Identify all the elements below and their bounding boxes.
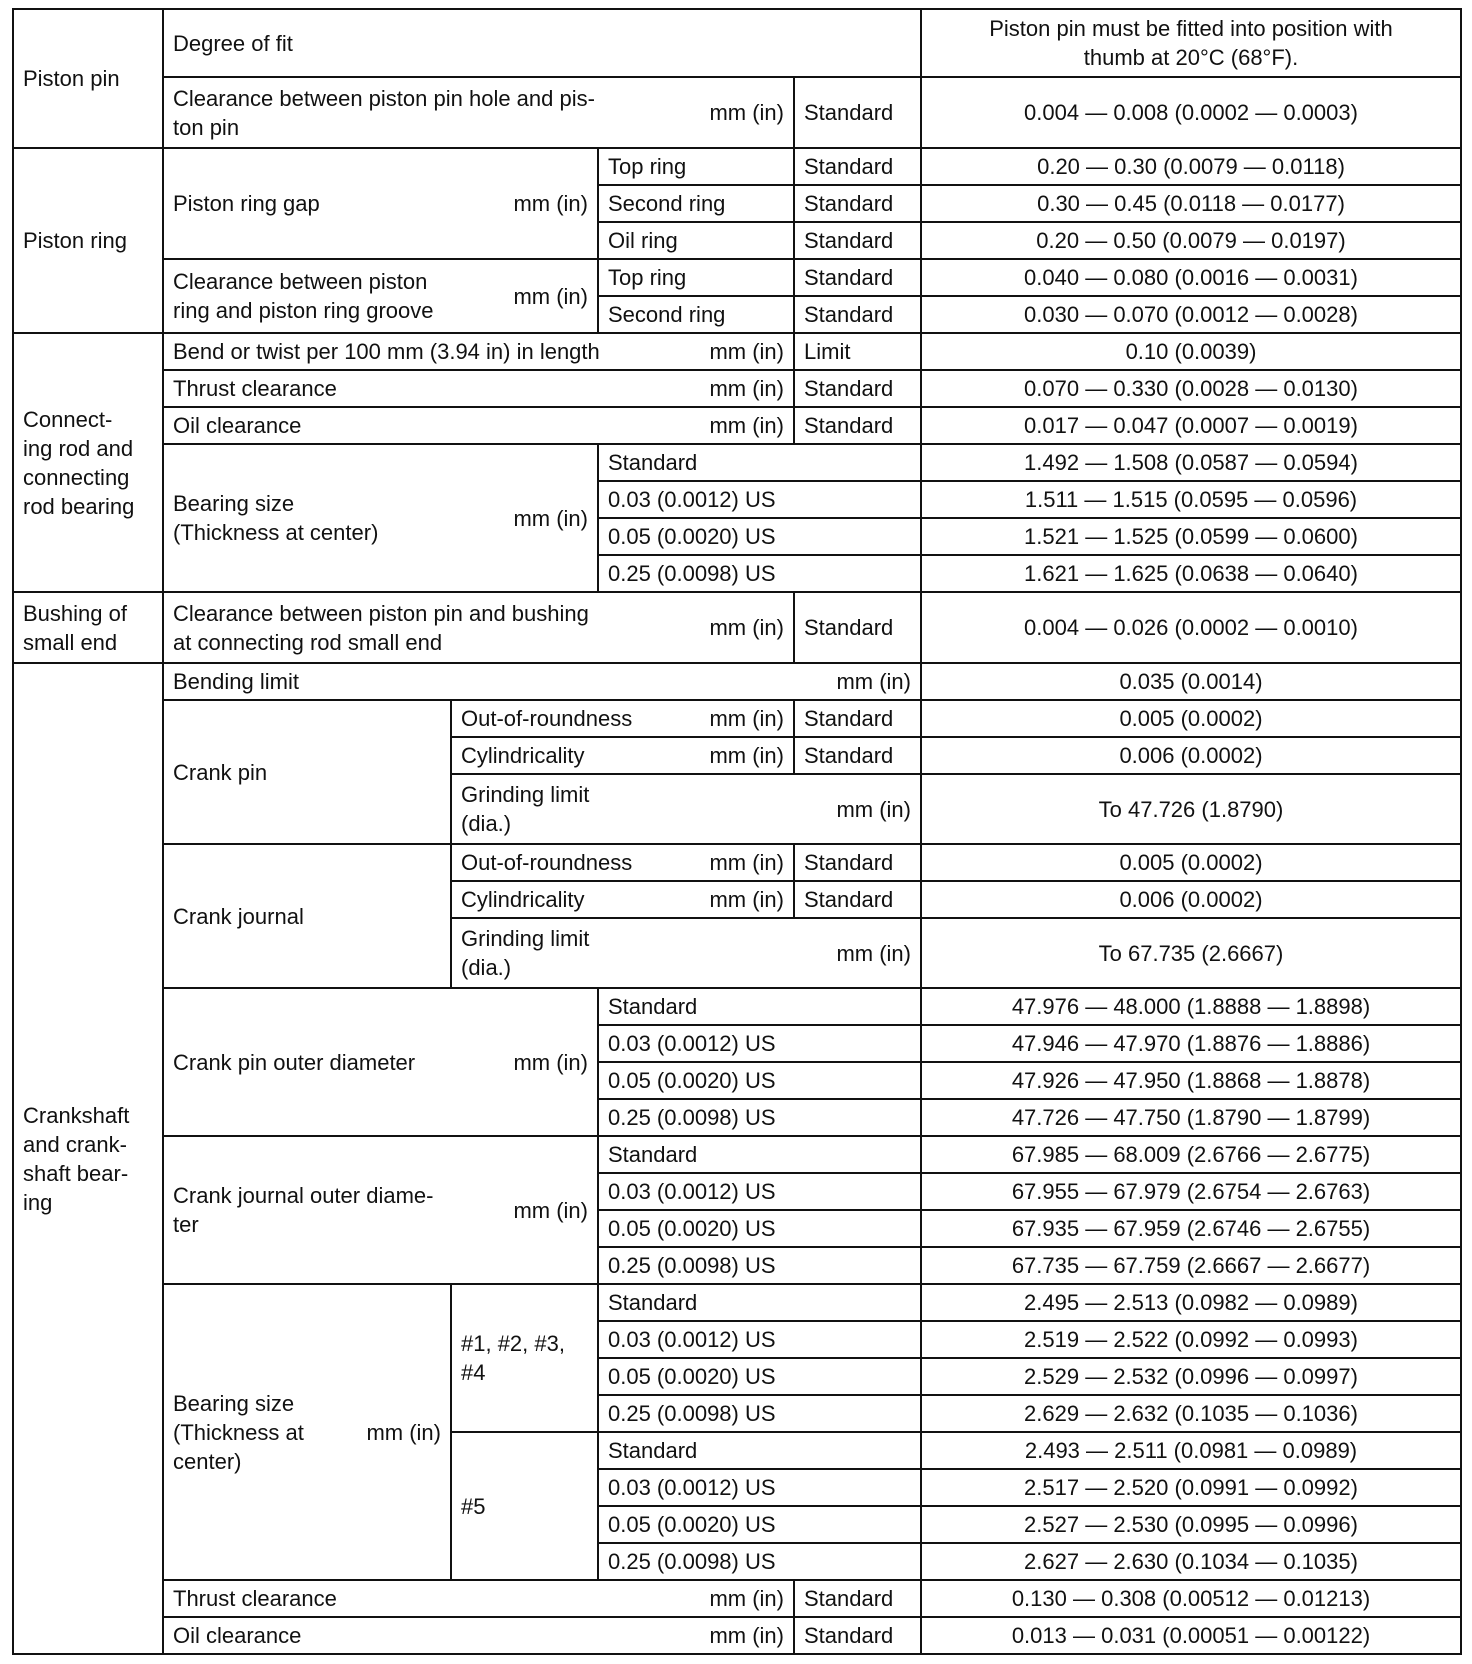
- value-cell: [922, 1581, 1460, 1616]
- unit-label: mm (in): [366, 1419, 441, 1445]
- value-cell: [922, 1396, 1460, 1431]
- value-cell: [922, 186, 1460, 221]
- item-label: [164, 334, 793, 369]
- cell-text: Standard: [804, 376, 894, 401]
- sub-label: [599, 1322, 920, 1357]
- sub-label: [599, 482, 920, 517]
- cell-text: Cylindricality: [461, 887, 585, 912]
- unit-label: mm (in): [709, 1623, 784, 1648]
- spec-cell: [795, 738, 920, 773]
- value-cell: [922, 1211, 1460, 1246]
- cell-text: Standard: [804, 1623, 894, 1648]
- cell-text: Out-of-roundness: [461, 850, 633, 875]
- sub-label: [599, 1396, 920, 1431]
- spec-cell: [795, 297, 920, 332]
- unit-label: mm (in): [709, 1586, 784, 1611]
- sub-label: [599, 1248, 920, 1283]
- cell-text: 0.013 — 0.031 (0.00051 — 0.00122): [1011, 1623, 1371, 1648]
- cell-text: Clearance between piston pin hole and pis- ton pin: [173, 85, 595, 140]
- cell-text: Standard: [804, 850, 894, 875]
- cell-text: Standard: [804, 191, 894, 216]
- cell-text: Crank pin: [173, 759, 268, 785]
- cell-text: 0.03 (0.0012) US: [608, 1031, 776, 1056]
- cell-text: Standard: [804, 706, 894, 731]
- cell-text: Oil clearance: [173, 413, 302, 438]
- cell-text: 0.005 (0.0002): [1119, 850, 1263, 875]
- cell-text: 0.03 (0.0012) US: [608, 1327, 776, 1352]
- cell-text: 2.627 — 2.630 (0.1034 — 0.1035): [1024, 1549, 1358, 1574]
- cell-text: 67.935 — 67.959 (2.6746 — 2.6755): [1011, 1216, 1371, 1241]
- item-label: [164, 78, 793, 147]
- unit-label: mm (in): [513, 283, 588, 309]
- item-label: [164, 701, 450, 843]
- value-cell: [922, 149, 1460, 184]
- spec-cell: [795, 260, 920, 295]
- cell-text: 1.521 — 1.525 (0.0599 — 0.0600): [1024, 524, 1358, 549]
- value-cell: [922, 1100, 1460, 1135]
- sub-label: [599, 1211, 920, 1246]
- cell-text: Standard: [608, 1290, 698, 1315]
- cell-text: Top ring: [608, 154, 687, 179]
- spec-cell: [795, 149, 920, 184]
- cell-text: Clearance between piston ring and piston ring groove: [173, 269, 434, 323]
- sub-label: [599, 186, 793, 221]
- cell-text: Standard: [804, 413, 894, 438]
- cell-text: Crank pin outer diameter: [173, 1049, 416, 1075]
- item-label: [164, 1137, 597, 1283]
- cell-text: 0.25 (0.0098) US: [608, 561, 776, 586]
- cell-text: 0.040 — 0.080 (0.0016 — 0.0031): [1024, 265, 1358, 290]
- cell-text: Standard: [608, 994, 698, 1019]
- value-cell: [922, 408, 1460, 443]
- sub-label: [599, 297, 793, 332]
- cell-text: 2.495 — 2.513 (0.0982 — 0.0989): [1024, 1290, 1358, 1315]
- cell-text: 2.519 — 2.522 (0.0992 — 0.0993): [1024, 1327, 1358, 1352]
- value-cell: [922, 1063, 1460, 1098]
- sub-label: [599, 519, 920, 554]
- spec-cell: [795, 701, 920, 736]
- sub-label: [452, 919, 920, 987]
- spec-cell: [795, 1581, 920, 1616]
- unit-label: mm (in): [709, 850, 784, 875]
- value-cell: [922, 78, 1460, 147]
- value-cell: [922, 1285, 1460, 1320]
- sub-label: [599, 1026, 920, 1061]
- cell-text: Thrust clearance: [173, 1586, 337, 1611]
- cell-text: 2.529 — 2.532 (0.0996 — 0.0997): [1024, 1364, 1358, 1389]
- group-label: [452, 1285, 597, 1431]
- unit-label: mm (in): [709, 376, 784, 401]
- unit-label: mm (in): [836, 940, 911, 966]
- sub-label: [599, 223, 793, 258]
- value-cell: [922, 260, 1460, 295]
- value-cell: [922, 334, 1460, 369]
- cell-text: Oil ring: [608, 228, 678, 253]
- sub-label: [599, 989, 920, 1024]
- cell-text: Crank journal: [173, 903, 304, 929]
- item-label: [164, 845, 450, 987]
- value-cell: [922, 482, 1460, 517]
- sub-label: [599, 1174, 920, 1209]
- cell-text: 2.527 — 2.530 (0.0995 — 0.0996): [1024, 1512, 1358, 1537]
- spec-cell: [795, 334, 920, 369]
- cell-text: Oil clearance: [173, 1623, 302, 1648]
- cell-text: 47.726 — 47.750 (1.8790 — 1.8799): [1011, 1105, 1371, 1130]
- cell-text: 1.621 — 1.625 (0.0638 — 0.0640): [1024, 561, 1358, 586]
- cell-text: Cylindricality: [461, 743, 585, 768]
- cell-text: 2.493 — 2.511 (0.0981 — 0.0989): [1024, 1438, 1358, 1463]
- sub-label: [599, 149, 793, 184]
- value-cell: [922, 919, 1460, 987]
- value-cell: [922, 445, 1460, 480]
- cell-text: Crankshaft and crank- shaft bear- ing: [23, 1102, 130, 1215]
- item-label: [164, 1581, 793, 1616]
- category-piston-ring: [14, 149, 162, 332]
- cell-text: 0.005 (0.0002): [1119, 706, 1263, 731]
- unit-label: mm (in): [709, 615, 784, 640]
- spec-cell: [795, 408, 920, 443]
- cell-text: Second ring: [608, 191, 726, 216]
- value-cell: [922, 556, 1460, 591]
- cell-text: Top ring: [608, 265, 687, 290]
- item-label: [164, 371, 793, 406]
- unit-label: mm (in): [709, 339, 784, 364]
- cell-text: Grinding limit (dia.): [461, 782, 590, 836]
- cell-text: Thrust clearance: [173, 376, 337, 401]
- cell-text: 47.976 — 48.000 (1.8888 — 1.8898): [1011, 994, 1371, 1019]
- cell-text: 0.035 (0.0014): [1119, 669, 1263, 694]
- value-cell: [922, 519, 1460, 554]
- cell-text: Crank journal outer diame- ter: [173, 1183, 434, 1237]
- cell-text: 2.629 — 2.632 (0.1035 — 0.1036): [1024, 1401, 1358, 1426]
- sub-label: [599, 556, 920, 591]
- unit-label: mm (in): [836, 796, 911, 822]
- value-cell: [922, 1507, 1460, 1542]
- unit-label: mm (in): [709, 413, 784, 438]
- unit-label: mm (in): [513, 1197, 588, 1223]
- cell-text: 0.05 (0.0020) US: [608, 1364, 776, 1389]
- cell-text: 0.070 — 0.330 (0.0028 — 0.0130): [1024, 376, 1358, 401]
- group-label: [452, 1433, 597, 1579]
- cell-text: Connect- ing rod and connecting rod bearing: [23, 406, 135, 519]
- value-cell: [922, 297, 1460, 332]
- cell-text: 67.955 — 67.979 (2.6754 — 2.6763): [1011, 1179, 1371, 1204]
- cell-text: 0.25 (0.0098) US: [608, 1253, 776, 1278]
- spec-cell: [795, 845, 920, 880]
- cell-text: Standard: [804, 615, 894, 640]
- value-cell: [922, 10, 1460, 76]
- unit-label: mm (in): [709, 887, 784, 912]
- cell-text: 0.017 — 0.047 (0.0007 — 0.0019): [1024, 413, 1358, 438]
- sub-label: [599, 1063, 920, 1098]
- cell-text: Standard: [608, 1438, 698, 1463]
- value-cell: [922, 1470, 1460, 1505]
- cell-text: Piston pin must be fitted into position with thumb at 20°C (68°F).: [989, 16, 1393, 70]
- item-label: [164, 1285, 450, 1579]
- cell-text: 67.735 — 67.759 (2.6667 — 2.6677): [1011, 1253, 1371, 1278]
- value-cell: [922, 1026, 1460, 1061]
- cell-text: Standard: [804, 1586, 894, 1611]
- cell-text: 0.130 — 0.308 (0.00512 — 0.01213): [1011, 1586, 1371, 1611]
- cell-text: Standard: [804, 887, 894, 912]
- value-cell: [922, 775, 1460, 843]
- sub-label: [452, 882, 793, 917]
- value-cell: [922, 593, 1460, 662]
- spec-cell: [795, 371, 920, 406]
- unit-label: mm (in): [513, 1049, 588, 1075]
- sub-label: [599, 445, 920, 480]
- value-cell: [922, 371, 1460, 406]
- cell-text: To 67.735 (2.6667): [1098, 940, 1284, 966]
- item-label: [164, 149, 597, 258]
- value-cell: [922, 664, 1460, 699]
- cell-text: Bushing of small end: [23, 600, 127, 655]
- value-cell: [922, 738, 1460, 773]
- cell-text: Standard: [804, 228, 894, 253]
- unit-label: mm (in): [709, 706, 784, 731]
- category-piston-pin: [14, 10, 162, 147]
- cell-text: #5: [461, 1493, 486, 1519]
- cell-text: 0.20 — 0.50 (0.0079 — 0.0197): [1036, 228, 1346, 253]
- cell-text: 0.05 (0.0020) US: [608, 1068, 776, 1093]
- cell-text: Standard: [804, 154, 894, 179]
- item-label: [164, 664, 920, 699]
- cell-text: 1.492 — 1.508 (0.0587 — 0.0594): [1024, 450, 1358, 475]
- sub-label: [599, 1433, 920, 1468]
- unit-label: mm (in): [836, 669, 911, 694]
- cell-text: 47.926 — 47.950 (1.8868 — 1.8878): [1011, 1068, 1371, 1093]
- spec-cell: [795, 882, 920, 917]
- unit-label: mm (in): [709, 743, 784, 768]
- cell-text: 0.25 (0.0098) US: [608, 1401, 776, 1426]
- item-label: [164, 593, 793, 662]
- cell-text: Degree of fit: [173, 30, 293, 56]
- value-cell: [922, 1359, 1460, 1394]
- value-cell: [922, 845, 1460, 880]
- spec-cell: [795, 186, 920, 221]
- cell-text: 0.30 — 0.45 (0.0118 — 0.0177): [1037, 191, 1345, 216]
- sub-label: [599, 1137, 920, 1172]
- sub-label: [452, 738, 793, 773]
- cell-text: Standard: [804, 743, 894, 768]
- value-cell: [922, 1433, 1460, 1468]
- cell-text: 0.006 (0.0002): [1119, 887, 1263, 912]
- sub-label: [599, 1470, 920, 1505]
- cell-text: 0.03 (0.0012) US: [608, 487, 776, 512]
- sub-label: [599, 260, 793, 295]
- value-cell: [922, 701, 1460, 736]
- cell-text: Piston ring gap: [173, 191, 320, 216]
- category-connecting-rod: [14, 334, 162, 591]
- cell-text: 0.030 — 0.070 (0.0012 — 0.0028): [1024, 302, 1358, 327]
- sub-label: [452, 845, 793, 880]
- cell-text: Bending limit: [173, 669, 299, 694]
- unit-label: mm (in): [513, 505, 588, 531]
- sub-label: [599, 1285, 920, 1320]
- sub-label: [452, 701, 793, 736]
- cell-text: Bearing size (Thickness at center): [173, 1390, 304, 1474]
- cell-text: Second ring: [608, 302, 726, 327]
- cell-text: 0.03 (0.0012) US: [608, 1475, 776, 1500]
- cell-text: 0.25 (0.0098) US: [608, 1105, 776, 1130]
- sub-label: [599, 1507, 920, 1542]
- category-crankshaft: [14, 664, 162, 1653]
- cell-text: 0.20 — 0.30 (0.0079 — 0.0118): [1037, 154, 1345, 179]
- cell-text: 0.03 (0.0012) US: [608, 1179, 776, 1204]
- unit-label: mm (in): [513, 191, 588, 216]
- item-label: [164, 989, 597, 1135]
- cell-text: 2.517 — 2.520 (0.0991 — 0.0992): [1024, 1475, 1358, 1500]
- spec-cell: [795, 1618, 920, 1653]
- value-cell: [922, 1137, 1460, 1172]
- specification-table: [12, 8, 1462, 1655]
- cell-text: #1, #2, #3, #4: [461, 1331, 565, 1385]
- cell-text: Out-of-roundness: [461, 706, 633, 731]
- value-cell: [922, 1544, 1460, 1579]
- category-bushing: [14, 593, 162, 662]
- cell-text: Standard: [804, 265, 894, 290]
- cell-text: 0.004 — 0.008 (0.0002 — 0.0003): [1024, 100, 1358, 125]
- cell-text: Piston pin: [23, 66, 120, 91]
- value-cell: [922, 1618, 1460, 1653]
- spec-cell: [795, 78, 920, 147]
- item-label: [164, 408, 793, 443]
- cell-text: Standard: [804, 302, 894, 327]
- cell-text: Bearing size (Thickness at center): [173, 491, 379, 545]
- value-cell: [922, 882, 1460, 917]
- value-cell: [922, 1248, 1460, 1283]
- cell-text: Limit: [804, 339, 851, 364]
- cell-text: Standard: [608, 450, 698, 475]
- cell-text: Standard: [804, 100, 894, 125]
- spec-cell: [795, 223, 920, 258]
- sub-label: [452, 775, 920, 843]
- cell-text: Piston ring: [23, 228, 127, 253]
- unit-label: mm (in): [709, 100, 784, 125]
- cell-text: To 47.726 (1.8790): [1098, 796, 1284, 822]
- value-cell: [922, 1322, 1460, 1357]
- cell-text: 47.946 — 47.970 (1.8876 — 1.8886): [1011, 1031, 1371, 1056]
- sub-label: [599, 1359, 920, 1394]
- value-cell: [922, 1174, 1460, 1209]
- sub-label: [599, 1100, 920, 1135]
- item-label: [164, 260, 597, 332]
- cell-text: 0.006 (0.0002): [1119, 743, 1263, 768]
- spec-cell: [795, 593, 920, 662]
- cell-text: 0.05 (0.0020) US: [608, 1216, 776, 1241]
- cell-text: Standard: [608, 1142, 698, 1167]
- item-label: [164, 1618, 793, 1653]
- cell-text: 0.10 (0.0039): [1125, 339, 1257, 364]
- cell-text: Clearance between piston pin and bushing at connecting rod small end: [173, 600, 589, 655]
- item-label: [164, 10, 920, 76]
- sub-label: [599, 1544, 920, 1579]
- cell-text: 0.05 (0.0020) US: [608, 1512, 776, 1537]
- cell-text: 0.004 — 0.026 (0.0002 — 0.0010): [1024, 615, 1358, 640]
- cell-text: 0.05 (0.0020) US: [608, 524, 776, 549]
- cell-text: 0.25 (0.0098) US: [608, 1549, 776, 1574]
- cell-text: Grinding limit (dia.): [461, 926, 590, 980]
- cell-text: 67.985 — 68.009 (2.6766 — 2.6775): [1011, 1142, 1371, 1167]
- value-cell: [922, 989, 1460, 1024]
- cell-text: 1.511 — 1.515 (0.0595 — 0.0596): [1024, 487, 1358, 512]
- item-label: [164, 445, 597, 591]
- value-cell: [922, 223, 1460, 258]
- cell-text: Bend or twist per 100 mm (3.94 in) in length: [173, 339, 600, 364]
